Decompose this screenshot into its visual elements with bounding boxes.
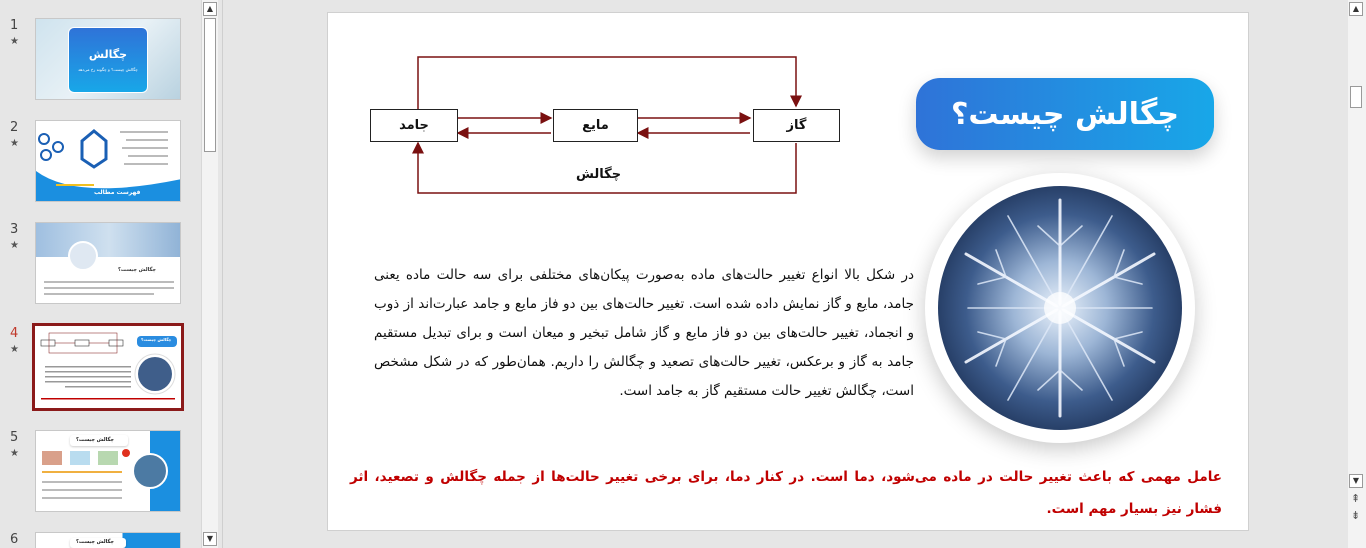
crystal-image-frame[interactable] [925, 173, 1195, 443]
slide-number: 5 [10, 430, 19, 445]
slide-number: 2 [10, 120, 19, 135]
slide-editor [222, 0, 1346, 548]
snowflake-crystal-image [938, 186, 1182, 430]
body-paragraph[interactable]: در شکل بالا انواع تغییر حالت‌های ماده به‌صورت پیکان‌های مختلفی برای سه حالت ماده یعنی جامد، مایع و گاز نمایش داده شده است. تغییر حالت‌های بین دو فاز مایع و جامد عبارت‌اند از ذوب و انجماد، تغییر حالت‌های بین دو فاز مایع و گاز شامل تبخیر و میعان است و برای تبدیل مستقیم جامد به گاز و برعکس، تغییر حالت‌های تصعید و چگالش را داریم. همان‌طور که در شکل مشخص است، چگالش تغییر حالت مستقیم گاز به جامد است. [374, 267, 914, 399]
slide-number: 4 [10, 326, 19, 341]
scroll-down-icon[interactable]: ▼ [203, 532, 217, 546]
slide-preview [35, 18, 181, 100]
previous-slide-icon[interactable]: ⇞ [1351, 492, 1361, 505]
scroll-up-icon[interactable]: ▲ [203, 2, 217, 16]
next-slide-icon[interactable]: ⇟ [1351, 509, 1361, 522]
scroll-up-icon[interactable]: ▲ [1349, 2, 1363, 16]
slide-preview [35, 222, 181, 304]
thumbnail-scrollbar[interactable] [201, 0, 218, 548]
transition-star-icon: ★ [10, 36, 19, 47]
thumb-title: چگالش چیست؟ [118, 267, 157, 273]
arrow-sublimation [418, 57, 796, 109]
transition-star-icon: ★ [10, 138, 19, 149]
slide-title: چگالش چیست؟ [950, 96, 1179, 132]
scroll-thumb[interactable] [1350, 86, 1362, 108]
transition-star-icon: ★ [10, 448, 19, 459]
thumb-title: چگالش چیست؟ [141, 337, 172, 342]
gas-state-box[interactable]: گاز [753, 109, 840, 142]
liquid-state-box[interactable]: مایع [553, 109, 638, 142]
thumb-title: چگالش [88, 48, 128, 61]
slide-canvas[interactable] [327, 12, 1249, 531]
slide-preview [35, 120, 181, 202]
editor-scrollbar[interactable] [1348, 0, 1366, 548]
slide-preview [35, 430, 181, 512]
highlight-note[interactable]: عامل مهمی که باعث تغییر حالت در ماده می‌شود، دما است. در کنار دما، برای برخی تغییر حالت‌ها از جمله چگالش و تصعید، اثر فشار نیز بسیار مهم است. [350, 469, 1222, 517]
scroll-down-icon[interactable]: ▼ [1349, 474, 1363, 488]
condensation-label[interactable]: چگالش [576, 167, 622, 182]
transition-star-icon: ★ [10, 344, 19, 355]
slide-preview [32, 323, 184, 411]
thumb-title: فهرست مطالب [94, 189, 141, 196]
scroll-thumb[interactable] [204, 18, 216, 152]
solid-state-box[interactable]: جامد [370, 109, 458, 142]
phase-change-diagram [368, 51, 848, 211]
slide-thumbnail-panel [0, 0, 201, 548]
slide-number: 3 [10, 222, 19, 237]
thumb-title: چگالش چیست؟ [76, 437, 115, 443]
slide-title-badge[interactable] [916, 78, 1214, 150]
slide-preview [35, 532, 181, 548]
slide-number: 1 [10, 18, 19, 33]
slide-number: 6 [10, 532, 19, 547]
thumb-title: چگالش چیست؟ [76, 539, 115, 545]
thumb-subtitle: چگالش چیست؟ و چگونه رخ می‌دهد [78, 67, 138, 72]
transition-star-icon: ★ [10, 240, 19, 251]
